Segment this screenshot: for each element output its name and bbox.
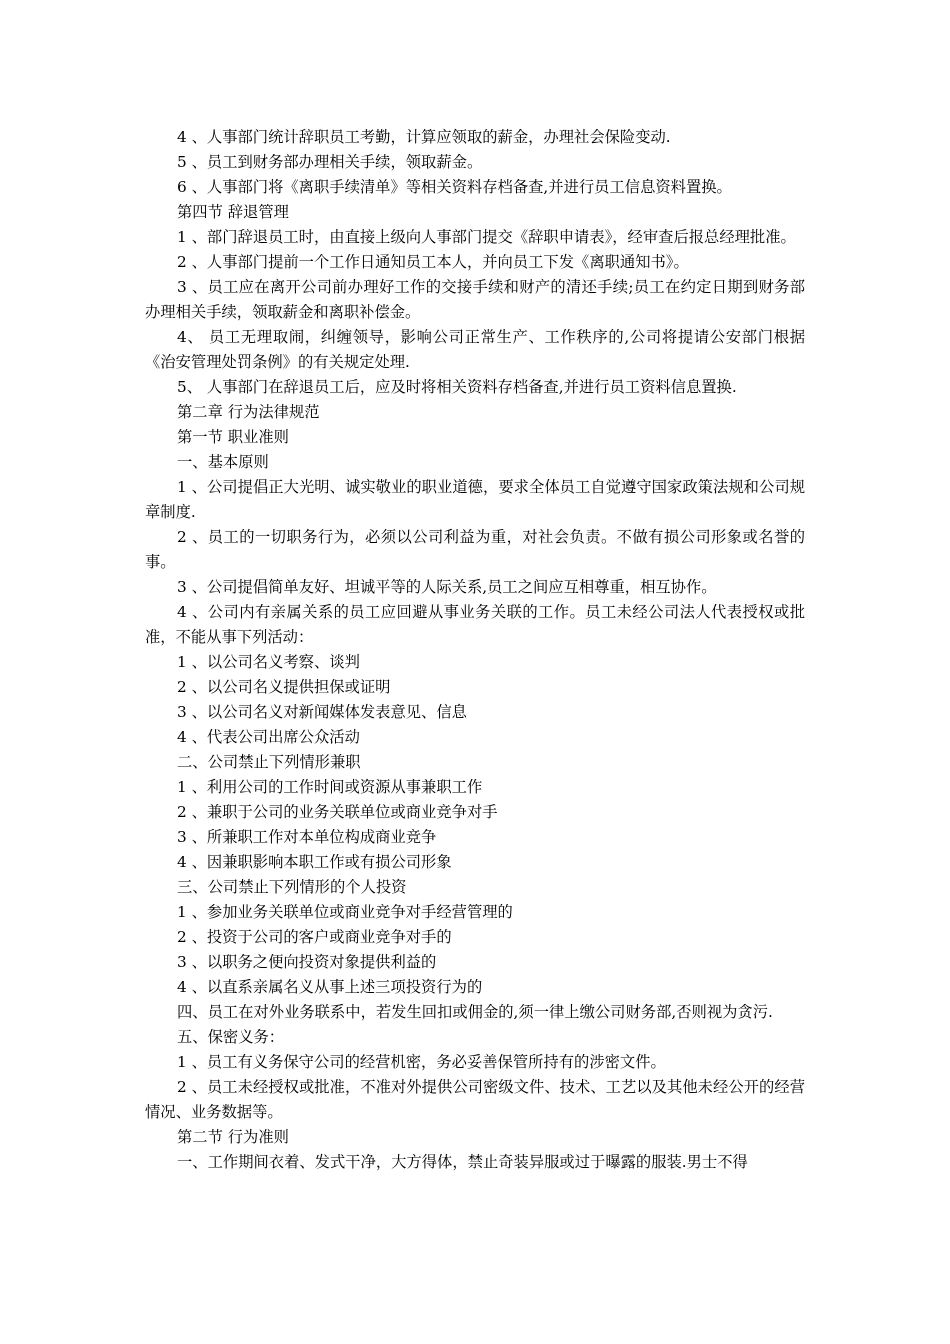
list-item: 1 、公司提倡正大光明、诚实敬业的职业道德，要求全体员工自觉遵守国家政策法规和公司规章制度. — [145, 478, 805, 521]
list-item: 2 、人事部门提前一个工作日通知员工本人，并向员工下发《离职通知书》。 — [177, 253, 689, 271]
list-item: 2 、投资于公司的客户或商业竞争对手的 — [177, 928, 452, 946]
list-item: 4 、人事部门统计辞职员工考勤，计算应领取的薪金，办理社会保险变动. — [177, 128, 671, 146]
list-item: 1 、以公司名义考察、谈判 — [177, 653, 360, 671]
document-page — [145, 125, 805, 1175]
list-item: 4 、以直系亲属名义从事上述三项投资行为的 — [177, 978, 483, 996]
chapter-heading: 第二章 行为法律规范 — [177, 403, 320, 421]
list-item: 6 、人事部门将《离职手续清单》等相关资料存档备查,并进行员工信息资料置换。 — [177, 178, 732, 196]
list-item: 1 、员工有义务保守公司的经营机密，务必妥善保管所持有的涉密文件。 — [177, 1053, 666, 1071]
list-item: 5 、员工到财务部办理相关手续，领取薪金。 — [177, 153, 483, 171]
list-item: 1 、利用公司的工作时间或资源从事兼职工作 — [177, 778, 483, 796]
list-item: 3 、以职务之便向投资对象提供利益的 — [177, 953, 437, 971]
list-item: 5、 人事部门在辞退员工后，应及时将相关资料存档备查,并进行员工资料信息置换. — [177, 378, 737, 396]
subsection-heading: 一、基本原则 — [177, 453, 269, 471]
subsection-heading: 二、公司禁止下列情形兼职 — [177, 753, 361, 771]
list-item: 3 、员工应在离开公司前办理好工作的交接手续和财产的清还手续;员工在约定日期到财务部办理相关手续，领取薪金和离职补偿金。 — [145, 278, 805, 321]
list-item: 3 、以公司名义对新闻媒体发表意见、信息 — [177, 703, 467, 721]
subsection-heading: 三、公司禁止下列情形的个人投资 — [177, 878, 407, 896]
list-item: 1 、参加业务关联单位或商业竞争对手经营管理的 — [177, 903, 513, 921]
list-item: 2 、员工未经授权或批准，不准对外提供公司密级文件、技术、工艺以及其他未经公开的经营情况、业务数据等。 — [145, 1078, 805, 1121]
section-heading: 第二节 行为准则 — [177, 1128, 289, 1146]
subsection-heading: 四、员工在对外业务联系中，若发生回扣或佣金的,须一律上缴公司财务部,否则视为贪污. — [177, 1003, 773, 1021]
subsection-heading: 五、保密义务： — [177, 1028, 285, 1046]
list-item: 2 、兼职于公司的业务关联单位或商业竞争对手 — [177, 803, 498, 821]
list-item: 2 、以公司名义提供担保或证明 — [177, 678, 391, 696]
list-item: 一、工作期间衣着、发式干净，大方得体，禁止奇装异服或过于曝露的服装.男士不得 — [177, 1153, 748, 1171]
list-item: 3 、公司提倡简单友好、坦诚平等的人际关系,员工之间应互相尊重，相互协作。 — [177, 578, 717, 596]
section-heading: 第四节 辞退管理 — [177, 203, 289, 221]
list-item: 4 、公司内有亲属关系的员工应回避从事业务关联的工作。员工未经公司法人代表授权或批准，不能从事下列活动： — [145, 603, 805, 646]
list-item: 4 、因兼职影响本职工作或有损公司形象 — [177, 853, 452, 871]
list-item: 3 、所兼职工作对本单位构成商业竞争 — [177, 828, 437, 846]
list-item: 1 、部门辞退员工时，由直接上级向人事部门提交《辞职申请表》，经审查后报总经理批准。 — [177, 228, 796, 246]
section-heading: 第一节 职业准则 — [177, 428, 289, 446]
list-item: 4 、代表公司出席公众活动 — [177, 728, 360, 746]
list-item: 2 、员工的一切职务行为，必须以公司利益为重，对社会负责。不做有损公司形象或名誉的事。 — [145, 528, 805, 571]
list-item: 4、 员工无理取闹，纠缠领导，影响公司正常生产、工作秩序的,公司将提请公安部门根据《治安管理处罚条例》的有关规定处理. — [145, 328, 805, 371]
